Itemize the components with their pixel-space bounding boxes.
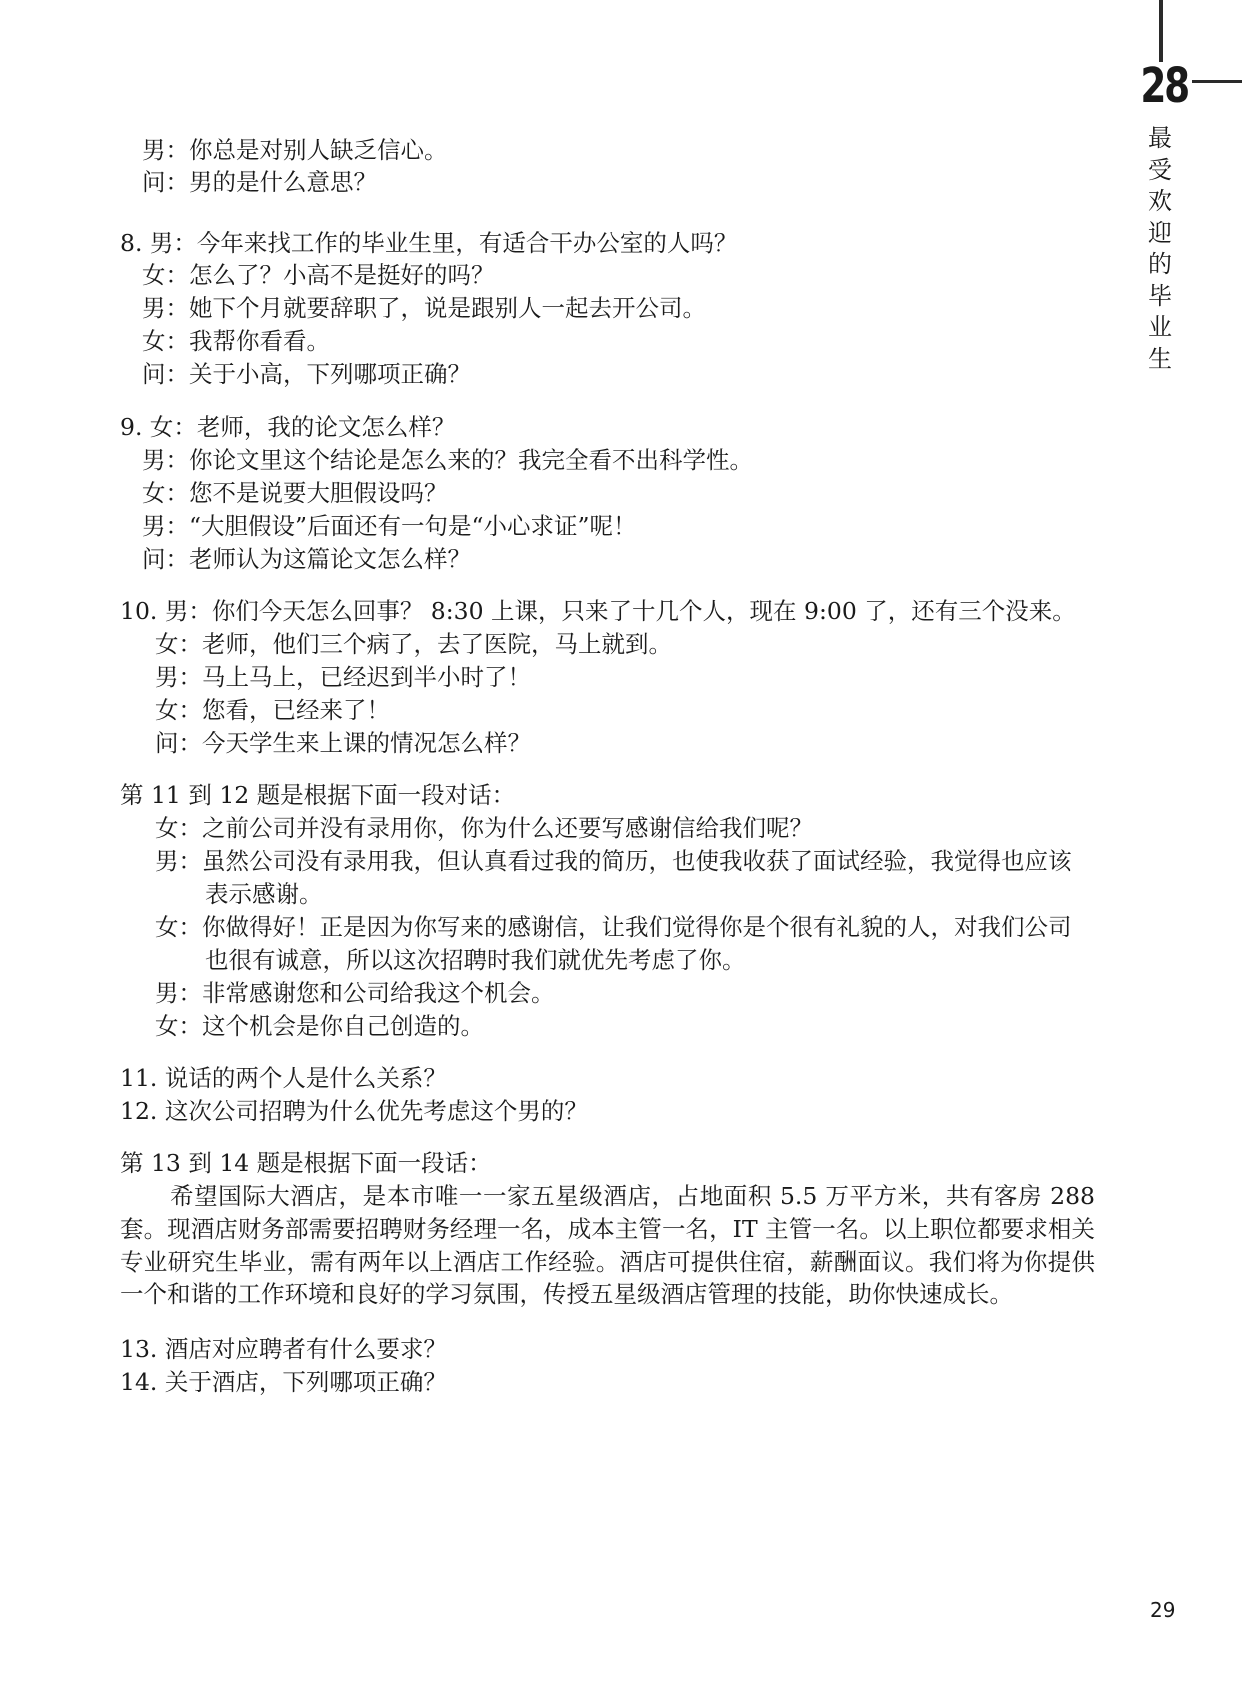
passage-paragraph: 希望国际大酒店，是本市唯一一家五星级酒店，占地面积 5.5 万平方米，共有客房 288 套。现酒店财务部需要招聘财务经理一名，成本主管一名，IT 主管一名。以上职位都要求相关专业研究生毕业，需有两年以上酒店工作经验。酒店可提供住宿，薪酬面议。我们将为你提供一个和谐的工作环境和良好的学习氛围，传授五星级酒店管理的技能，助你快速成长。 bbox=[120, 1182, 1095, 1309]
chapter-number: 28 bbox=[1140, 58, 1188, 114]
question-line: 问：今天学生来上课的情况怎么样？ bbox=[155, 729, 531, 757]
item-13-line: 13. 酒店对应聘者有什么要求？ bbox=[120, 1335, 447, 1363]
side-tab-rule-vertical bbox=[1159, 0, 1163, 62]
dialogue-line: 女：你做得好！正是因为你写来的感谢信，让我们觉得你是个很有礼貌的人，对我们公司 bbox=[155, 913, 1072, 941]
dialogue-line: 男：马上马上，已经迟到半小时了！ bbox=[155, 663, 531, 691]
question-line: 问：关于小高，下列哪项正确？ bbox=[142, 360, 471, 388]
item-11-line: 11. 说话的两个人是什么关系？ bbox=[120, 1064, 447, 1092]
dialogue-line: 男：非常感谢您和公司给我这个机会。 bbox=[155, 979, 555, 1007]
dialogue-line: 女：您看，已经来了！ bbox=[155, 696, 390, 724]
question-line: 问：老师认为这篇论文怎么样？ bbox=[142, 545, 471, 573]
chapter-title: 最受欢迎的毕业生 bbox=[1148, 124, 1172, 373]
question-line: 问：男的是什么意思？ bbox=[142, 168, 377, 196]
dialogue-line: 女：我帮你看看。 bbox=[142, 327, 330, 355]
item-9-line: 9. 女：老师，我的论文怎么样？ bbox=[120, 413, 456, 441]
dialogue-line-cont: 表示感谢。 bbox=[205, 880, 323, 908]
item-8-line: 8. 男：今年来找工作的毕业生里，有适合干办公室的人吗？ bbox=[120, 229, 738, 257]
section-heading: 第 11 到 12 题是根据下面一段对话： bbox=[120, 781, 516, 809]
section-heading: 第 13 到 14 题是根据下面一段话： bbox=[120, 1149, 492, 1177]
item-12-line: 12. 这次公司招聘为什么优先考虑这个男的？ bbox=[120, 1097, 588, 1125]
item-14-line: 14. 关于酒店，下列哪项正确？ bbox=[120, 1368, 447, 1396]
dialogue-line: 男：她下个月就要辞职了，说是跟别人一起去开公司。 bbox=[142, 294, 706, 322]
dialogue-line-cont: 也很有诚意，所以这次招聘时我们就优先考虑了你。 bbox=[205, 946, 746, 974]
dialogue-line: 男：你总是对别人缺乏信心。 bbox=[142, 136, 448, 164]
dialogue-line: 女：这个机会是你自己创造的。 bbox=[155, 1012, 484, 1040]
dialogue-line: 男：你论文里这个结论是怎么来的？我完全看不出科学性。 bbox=[142, 446, 753, 474]
item-10-line: 10. 男：你们今天怎么回事？ 8:30 上课，只来了十几个人，现在 9:00 了，还有三个没来。 bbox=[120, 597, 1076, 625]
dialogue-line: 女：您不是说要大胆假设吗？ bbox=[142, 479, 448, 507]
dialogue-line: 男：虽然公司没有录用我，但认真看过我的简历，也使我收获了面试经验，我觉得也应该 bbox=[155, 847, 1072, 875]
dialogue-line: 女：老师，他们三个病了，去了医院，马上就到。 bbox=[155, 630, 672, 658]
dialogue-line: 男：“大胆假设”后面还有一句是“小心求证”呢！ bbox=[142, 512, 637, 540]
side-tab-rule-horizontal bbox=[1192, 80, 1242, 83]
dialogue-line: 女：之前公司并没有录用你，你为什么还要写感谢信给我们呢？ bbox=[155, 814, 813, 842]
page-number: 29 bbox=[1150, 1598, 1176, 1622]
dialogue-line: 女：怎么了？小高不是挺好的吗？ bbox=[142, 261, 495, 289]
